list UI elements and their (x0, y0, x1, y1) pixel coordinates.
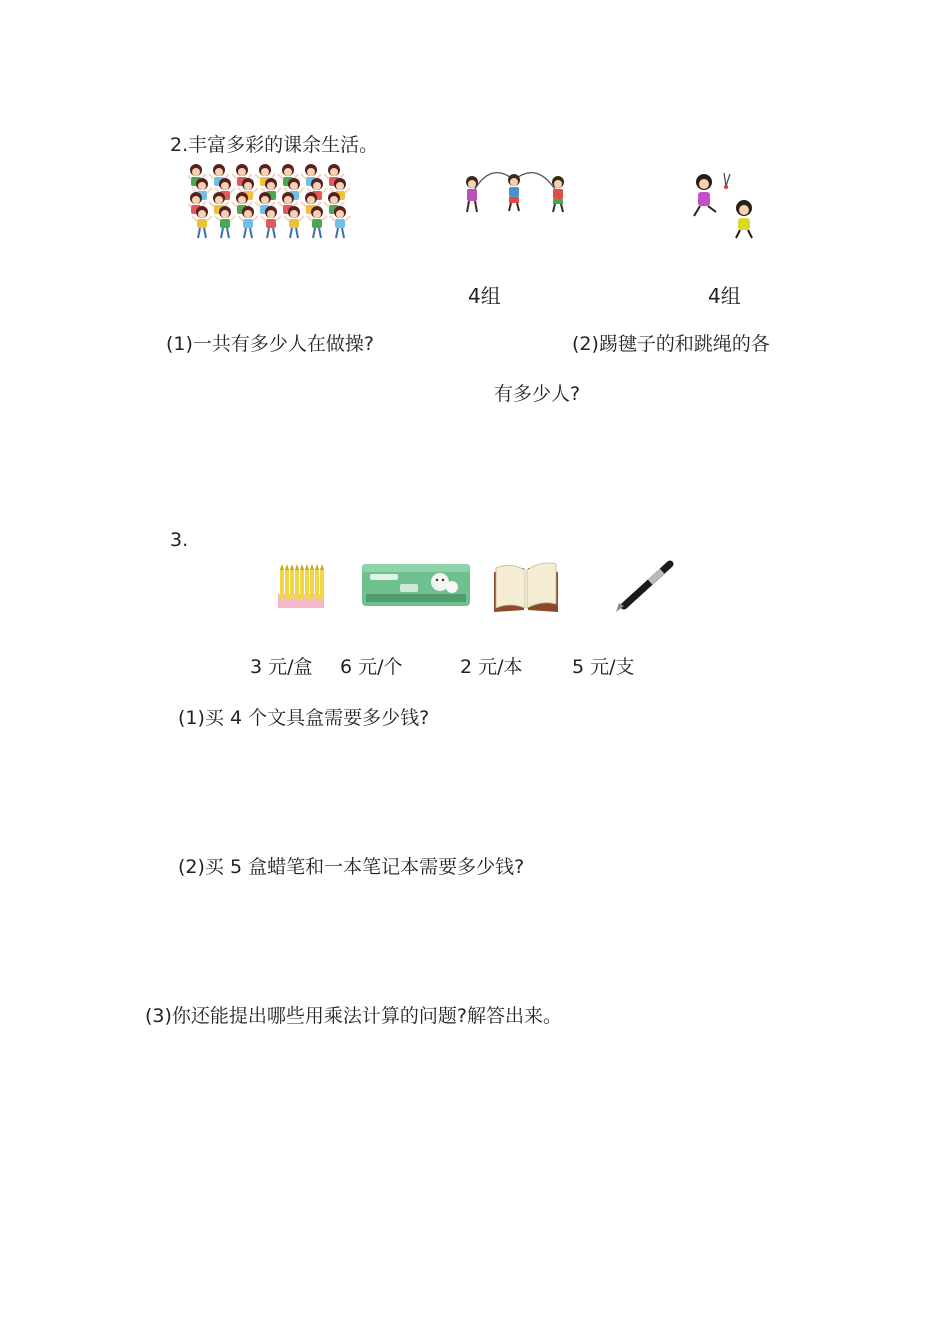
crayon (290, 564, 294, 600)
crayon-box-icon (278, 564, 324, 610)
section-3-question-3: (3)你还能提出哪些用乘法计算的问题?解答出来。 (145, 1005, 562, 1027)
child-figure (552, 176, 564, 212)
child-figure (508, 174, 520, 211)
crayon (310, 564, 314, 600)
pencil-case-icon (360, 560, 472, 610)
section-2-question-2-line-1: (2)踢毽子的和跳绳的各 (572, 333, 770, 355)
jump-rope-illustration (458, 168, 570, 216)
child-figure (736, 200, 752, 238)
crayon (305, 564, 309, 600)
crayon (280, 564, 284, 600)
crayon (315, 564, 319, 600)
children-exercise-illustration (188, 162, 358, 242)
pen-price: 5 元/支 (572, 656, 635, 678)
crayon (295, 564, 299, 600)
fountain-pen-icon (610, 558, 676, 616)
pencil-case-price: 6 元/个 (340, 656, 403, 678)
section-2-question-2-line-2: 有多少人? (494, 383, 581, 405)
rope-group-count: 4组 (468, 284, 501, 308)
crayon (300, 564, 304, 600)
open-book-icon (490, 560, 562, 616)
crayon (320, 564, 324, 600)
section-2-question-1: (1)一共有多少人在做操? (166, 333, 374, 355)
shuttle-group-count: 4组 (708, 284, 741, 308)
crayon (285, 564, 289, 600)
crayon-price: 3 元/盒 (250, 656, 313, 678)
section-3-question-1: (1)买 4 个文具盒需要多少钱? (178, 707, 430, 729)
notebook-price: 2 元/本 (460, 656, 523, 678)
shuttlecock-icon (724, 173, 730, 189)
section-3-heading: 3. (170, 529, 189, 551)
section-3-question-2: (2)买 5 盒蜡笔和一本笔记本需要多少钱? (178, 856, 525, 878)
child-figure (694, 174, 716, 216)
child-figure (466, 176, 478, 212)
section-2-heading: 2.丰富多彩的课余生活。 (170, 134, 379, 156)
shuttlecock-illustration (686, 168, 766, 240)
